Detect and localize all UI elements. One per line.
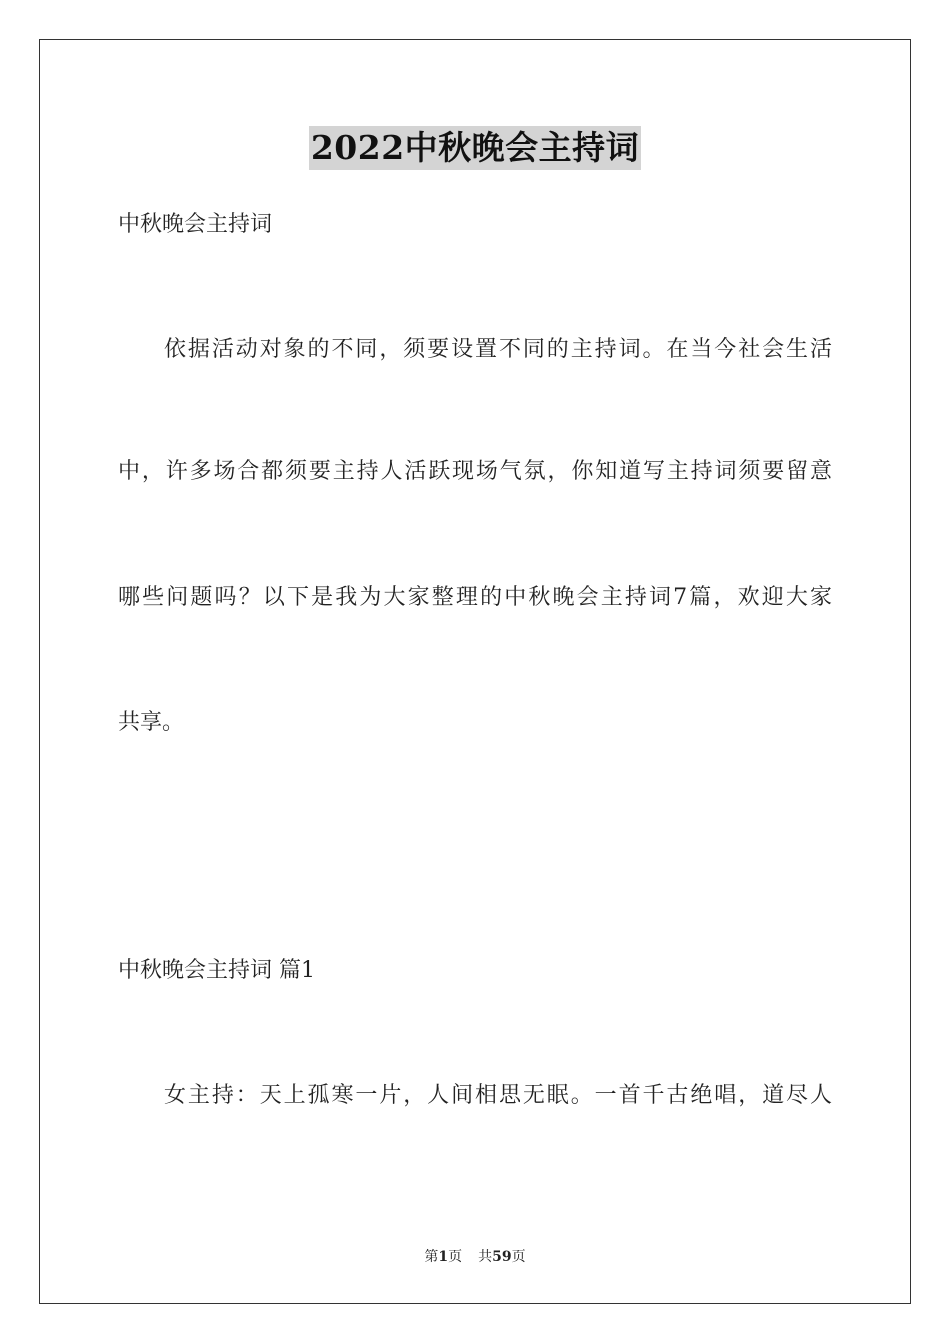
page-prefix: 第 [424,1249,439,1265]
section-heading: 中秋晚会主持词 [118,212,273,237]
document-title: 2022中秋晚会主持词 [309,126,641,170]
page-number: 1 [438,1249,449,1265]
paragraph-line: 依据活动对象的不同，须要设置不同的主持词。在当今社会生活 [164,337,832,362]
total-suffix: 页 [511,1249,526,1265]
total-pages: 59 [492,1249,512,1265]
title-container [0,126,950,170]
paragraph-line: 共享。 [118,710,185,735]
section-heading: 中秋晚会主持词 篇1 [118,958,315,983]
page-suffix: 页 [448,1249,463,1265]
paragraph-line: 哪些问题吗？以下是我为大家整理的中秋晚会主持词7篇，欢迎大家 [118,585,832,610]
paragraph-line: 中，许多场合都须要主持人活跃现场气氛，你知道写主持词须要留意 [118,459,832,484]
paragraph-line: 女主持：天上孤寒一片，人间相思无眠。一首千古绝唱，道尽人 [164,1083,832,1108]
page-footer [0,1247,950,1267]
total-prefix: 共 [478,1249,493,1265]
